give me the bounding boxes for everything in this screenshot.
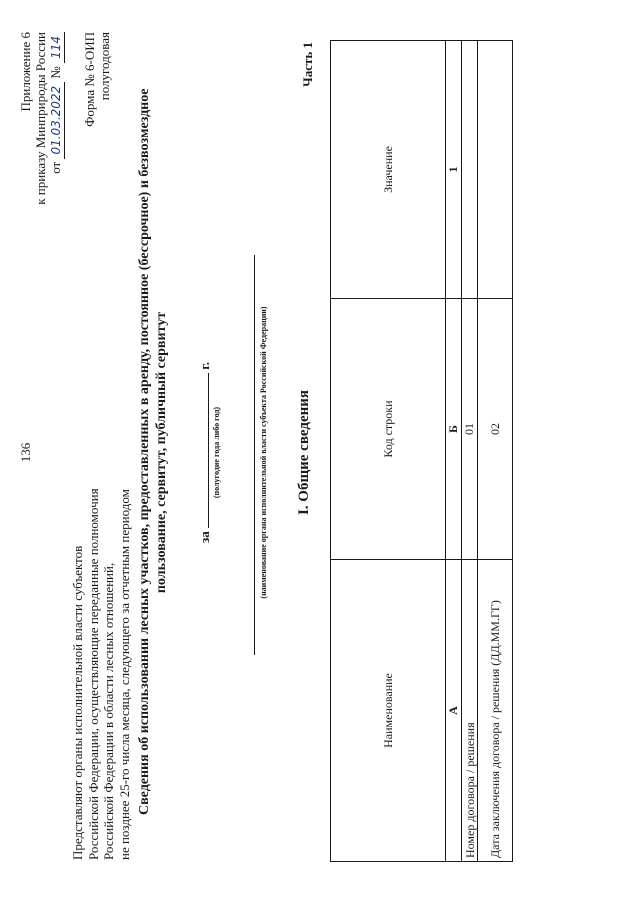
order-number: 114 [49,32,65,63]
submitters-line: не позднее 25-го числа месяца, следующего за отчетным периодом [116,489,132,860]
form-period: полугодовая [97,32,112,101]
org-name-line [254,255,255,655]
appendix-block [18,32,65,205]
index-cell: Б [446,299,462,560]
index-cell: 1 [446,41,462,299]
org-hint: (наименование органа исполнительной власти субъекта Российской Федерации) [259,306,268,599]
submitters-note [70,488,132,860]
appendix-date-line [48,32,65,205]
page-number: 136 [18,442,33,463]
period-blank [196,373,209,528]
table-header-row [331,41,446,862]
period-suffix: г. [197,362,212,370]
table-index-row [446,41,462,862]
submitters-line: Российской Федерации, осуществляющие переданные полномочия [85,488,101,860]
row-name: Дата заключения договора / решения (ДД.ММ.ГГ) [478,560,513,862]
index-cell: А [446,560,462,862]
date-prefix: от [48,161,63,174]
table-row [478,41,513,862]
part-label: Часть 1 [300,42,315,87]
row-value[interactable] [462,41,478,299]
form-block [82,32,112,127]
title-line: Сведения об использовании лесных участков, предоставленных в аренду, постоянное (бессрочное) и безвозмездное [137,88,152,815]
section-title: I. Общие сведения [296,389,312,516]
header-name: Наименование [331,560,446,862]
row-name: Номер договора / решения [462,560,478,862]
document-title [136,90,170,815]
row-code: 02 [478,299,513,560]
order-date: 01.03.2022 [49,82,65,159]
appendix-title: Приложение 6 [18,32,33,112]
period-prefix: за [197,531,212,543]
general-info-table [330,40,513,862]
appendix-order: к приказу Минприроды России [33,32,48,205]
header-value: Значение [331,41,446,299]
period-hint: (полугодие года либо год) [212,406,221,499]
row-value[interactable] [478,41,513,299]
submitters-line: Представляют органы исполнительной власти субъектов [70,545,85,860]
header-code: Код строки [331,299,446,560]
period-line [196,0,213,905]
submitters-line: Российской Федерации в области лесных отношений, [101,562,116,860]
row-code: 01 [462,299,478,560]
number-prefix: № [48,66,63,79]
table-row [462,41,478,862]
title-line: пользование, сервитут, публичный сервитут [154,311,169,594]
form-name: Форма № 6-ОИП [82,32,97,127]
